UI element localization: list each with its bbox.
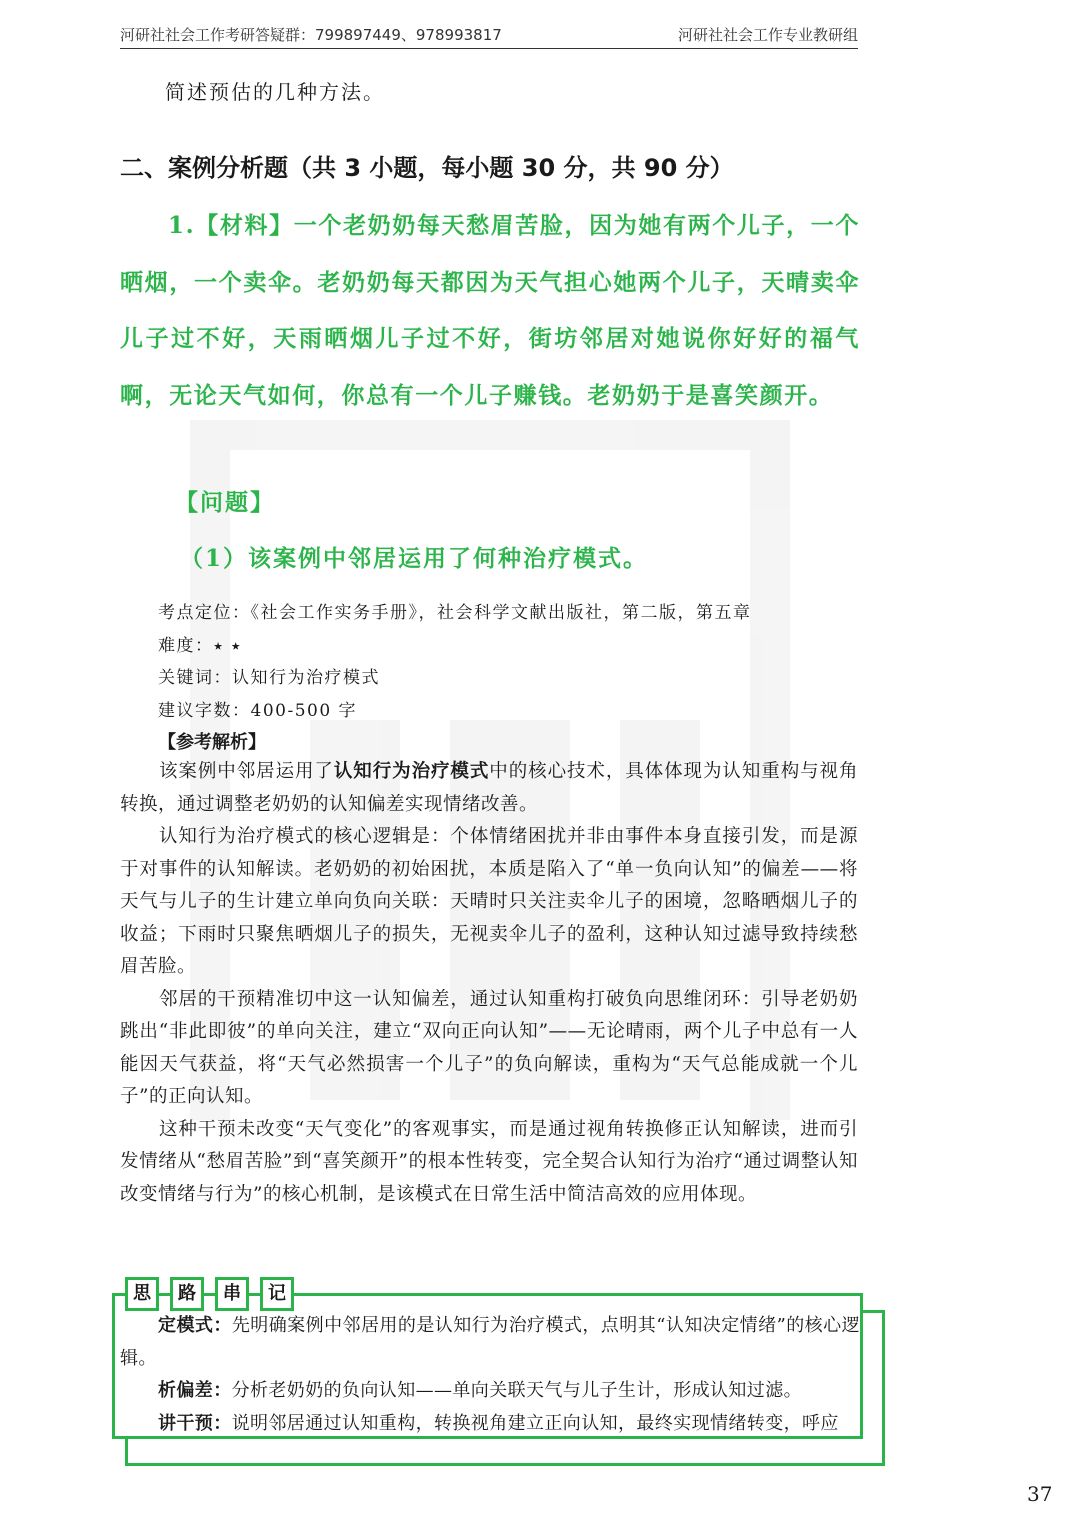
analysis-paragraph: 邻居的干预精准切中这一认知偏差，通过认知重构打破负向思维闭环：引导老奶奶跳出“非此即彼”的单向关注，建立“双向正向认知”——无论晴雨，两个儿子中总有一人能因天气获益，将“天气必然损害一个儿子”的负向解读，重构为“天气总能成就一个儿子”的正向认知。 — [120, 988, 858, 1107]
section-heading: 二、案例分析题（共 3 小题，每小题 30 分，共 90 分） — [120, 154, 734, 182]
header-right-text: 河研社社会工作专业教研组 — [677, 26, 858, 44]
case-material: 1.【材料】一个老奶奶每天愁眉苦脸，因为她有两个儿子，一个晒烟，一个卖伞。老奶奶每天都因为天气担心她两个儿子，天晴卖伞儿子过不好，天雨晒烟儿子过不好，街坊邻居对她说你好好的福气啊，无论天气如何，你总有一个儿子赚钱。老奶奶于是喜笑颜开。 — [120, 212, 860, 409]
question-label: 【问题】 — [175, 489, 275, 516]
analysis-paragraph — [120, 756, 858, 821]
summary-item — [120, 1408, 860, 1441]
summary-item-label: 析偏差： — [158, 1380, 232, 1401]
exam-point-location: 考点定位：《社会工作实务手册》，社会科学文献出版社，第二版，第五章 — [158, 603, 752, 623]
suggested-word-count: 建议字数：400-500 字 — [158, 701, 358, 721]
summary-box-content — [120, 1310, 860, 1440]
summary-item — [120, 1310, 860, 1375]
analysis-text: 该案例中邻居运用了 — [159, 761, 334, 782]
question-text: （1）该案例中邻居运用了何种治疗模式。 — [180, 545, 649, 572]
page-number: 37 — [1027, 1482, 1053, 1506]
difficulty-rating: 难度：⭑ ⭑ — [158, 636, 242, 656]
analysis-paragraph: 认知行为治疗模式的核心逻辑是：个体情绪困扰并非由事件本身直接引发，而是源于对事件的认知解读。老奶奶的初始困扰，本质是陷入了“单一负向认知”的偏差——将天气与儿子的生计建立单向负向关联：天晴时只关注卖伞儿子的困境，忽略晒烟儿子的收益；下雨时只聚焦晒烟儿子的损失，无视卖伞儿子的盈利，这种认知过滤导致持续愁眉苦脸。 — [120, 826, 858, 977]
summary-item-text: 先明确案例中邻居用的是认知行为治疗模式，点明其“认知决定情绪”的核心逻辑。 — [120, 1315, 860, 1369]
analysis-paragraph: 这种干预未改变“天气变化”的客观事实，而是通过视角转换修正认知解读，进而引发情绪从“愁眉苦脸”到“喜笑颜开”的根本性转变，完全契合认知行为治疗“通过调整认知改变情绪与行为”的核心机制，是该模式在日常生活中简洁高效的应用体现。 — [120, 1118, 858, 1205]
box-tag: 串 — [215, 1277, 249, 1311]
reference-analysis — [120, 756, 858, 1211]
summary-item — [120, 1375, 860, 1408]
summary-item-label: 讲干预： — [158, 1412, 232, 1434]
header-left-text: 河研社社会工作考研答疑群：799897449、978993817 — [120, 26, 502, 44]
box-tag: 路 — [170, 1277, 204, 1311]
box-tag: 记 — [260, 1277, 294, 1311]
intro-question: 简述预估的几种方法。 — [165, 80, 385, 104]
analysis-heading: 【参考解析】 — [158, 732, 266, 753]
keywords: 关键词：认知行为治疗模式 — [158, 668, 380, 688]
page-header — [120, 22, 858, 49]
analysis-text: 中的核心技术，具体体现为认知重构与视角转换，通过调整老奶奶的认知偏差实现情绪改善。 — [120, 761, 858, 815]
summary-item-text: 分析老奶奶的负向认知——单向关联天气与儿子生计，形成认知过滤。 — [231, 1380, 803, 1401]
analysis-bold-term: 认知行为治疗模式 — [333, 761, 490, 782]
summary-item-text: 说明邻居通过认知重构，转换视角建立正向认知，最终实现情绪转变，呼应 — [231, 1412, 839, 1434]
box-tag: 思 — [125, 1277, 159, 1311]
summary-item-label: 定模式： — [158, 1315, 232, 1336]
